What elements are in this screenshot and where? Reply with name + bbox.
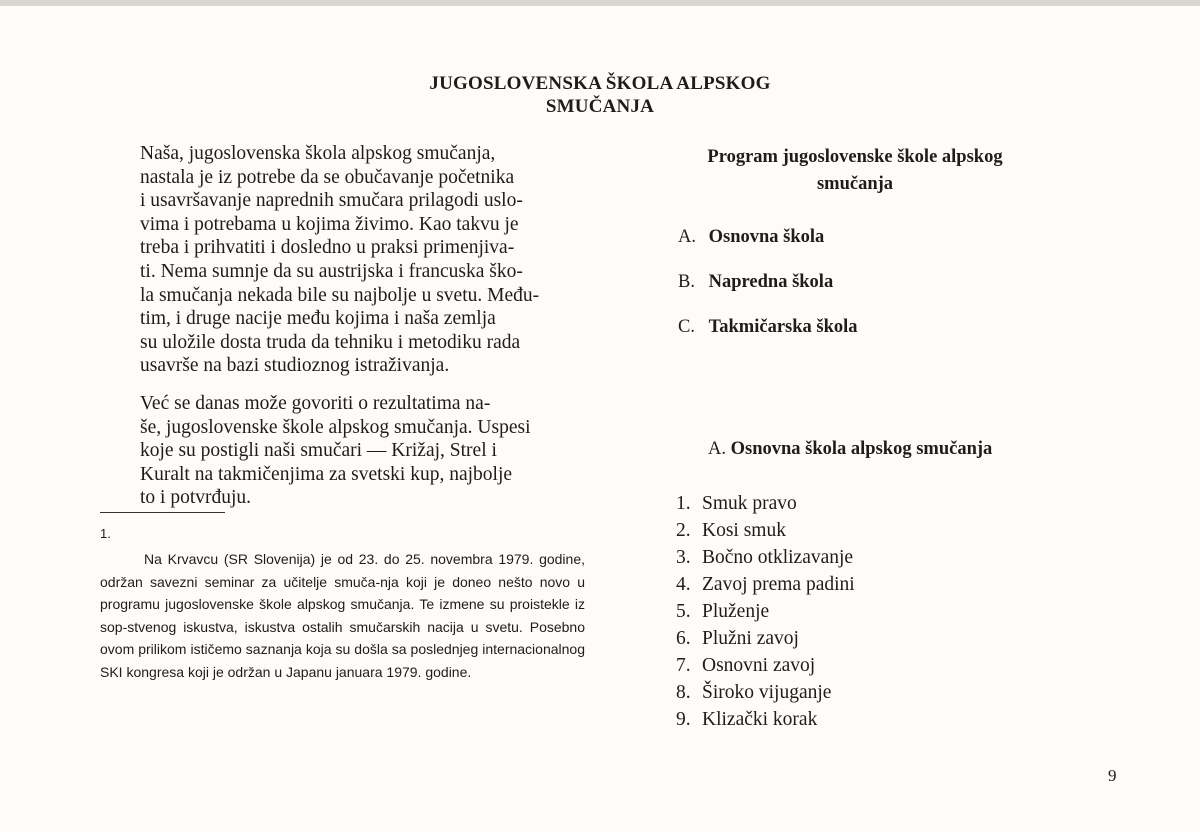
basic-school-heading (708, 436, 992, 462)
footnote-divider (100, 512, 225, 513)
list-item (676, 652, 855, 679)
page-title (300, 72, 900, 118)
text-line: la smučanja nekada bile su najbolje u svetu. Među- (140, 284, 540, 306)
program-heading-line-1: Program jugoslovenske škole alpskog (707, 147, 1003, 167)
item-number: 6. (676, 628, 691, 649)
item-text: Zavoj prema padini (702, 574, 855, 595)
item-name: Takmičarska škola (708, 317, 858, 337)
section-letter: A. (708, 439, 726, 459)
body-text (100, 142, 582, 510)
item-text: Bočno otklizavanje (702, 547, 854, 568)
text-line: Kuralt na takmičenjima za svetski kup, najbolje (140, 463, 513, 485)
item-text: Smuk pravo (702, 493, 797, 514)
program-item (678, 269, 858, 314)
text-line: Već se danas može govoriti o rezultatima na- (140, 392, 491, 414)
footnote-number: 1. (100, 526, 111, 541)
text-line: ti. Nema sumnje da su austrijska i francuska ško- (140, 260, 523, 282)
text-line: Naša, jugoslovenska škola alpskog smučanja, (140, 143, 496, 164)
text-line: še, jugoslovenske škole alpskog smučanja. Uspesi (140, 416, 531, 438)
section-title: Osnovna škola alpskog smučanja (730, 439, 993, 459)
item-number: 9. (676, 709, 691, 730)
title-line-2: SMUČANJA (545, 96, 655, 117)
scan-edge (0, 0, 1200, 6)
item-number: 1. (676, 493, 691, 514)
paragraph-2 (100, 392, 582, 510)
text-line: vima i potrebama u kojima živimo. Kao takvu je (140, 213, 519, 235)
item-letter: B. (678, 272, 695, 292)
item-letter: C. (678, 317, 695, 337)
text-line: to i potvrđuju. (140, 487, 252, 509)
list-item (676, 571, 855, 598)
item-number: 3. (676, 547, 691, 568)
text-line: i usavršavanje naprednih smučara prilagodi uslo- (140, 190, 523, 212)
program-item (678, 224, 858, 269)
program-list (678, 224, 858, 359)
item-text: Plužni zavoj (702, 628, 799, 649)
list-item (676, 490, 855, 517)
title-line-1: JUGOSLOVENSKA ŠKOLA ALPSKOG (429, 73, 771, 94)
item-text: Pluženje (702, 601, 770, 622)
program-heading (650, 144, 1060, 198)
item-text: Klizački korak (702, 709, 818, 730)
item-number: 2. (676, 520, 691, 541)
exercise-list (676, 490, 855, 733)
footnote-text: Na Krvavcu (SR Slovenija) je od 23. do 25. novembra 1979. godine, održan savezni seminar za učitelje smuča-nja koji je doneo nešto novo u programu jugoslovenske škole alpskog smučanja. Te izmene su proistekle iz sop-stvenog iskustva, iskustva ostalih smučarskih nacija u svetu. Posebno ovom prilikom ističemo saznanja koja su došla sa poslednjeg internacionalnog SKI kongresa koji je održan u Japanu januara 1979. godine. (100, 551, 585, 680)
list-item (676, 517, 855, 544)
text-line: su uložile dosta truda da tehniku i metodiku rada (140, 331, 521, 353)
text-line: tim, i druge nacije među kojima i naša zemlja (140, 308, 496, 330)
item-number: 5. (676, 601, 691, 622)
list-item (676, 679, 855, 706)
item-name: Osnovna škola (708, 227, 825, 247)
item-text: Kosi smuk (702, 520, 786, 541)
text-line: nastala je iz potrebe da se obučavanje početnika (140, 166, 515, 188)
text-line: treba i prihvatiti i dosledno u praksi primenjiva- (140, 237, 515, 259)
item-text: Osnovni zavoj (702, 655, 816, 676)
item-name: Napredna škola (708, 272, 834, 292)
item-number: 4. (676, 574, 691, 595)
list-item (676, 544, 855, 571)
item-number: 8. (676, 682, 691, 703)
list-item (676, 706, 855, 733)
text-line: koje su postigli naši smučari — Križaj, Strel i (140, 440, 497, 462)
text-line: usavrše na bazi studioznog istraživanja. (140, 355, 450, 377)
paragraph-1 (100, 142, 582, 378)
item-number: 7. (676, 655, 691, 676)
list-item (676, 598, 855, 625)
list-item (676, 625, 855, 652)
page-number: 9 (1108, 766, 1117, 785)
program-heading-line-2: smučanja (816, 174, 894, 194)
program-item (678, 314, 858, 359)
item-text: Široko vijuganje (702, 682, 832, 703)
item-letter: A. (678, 227, 696, 247)
